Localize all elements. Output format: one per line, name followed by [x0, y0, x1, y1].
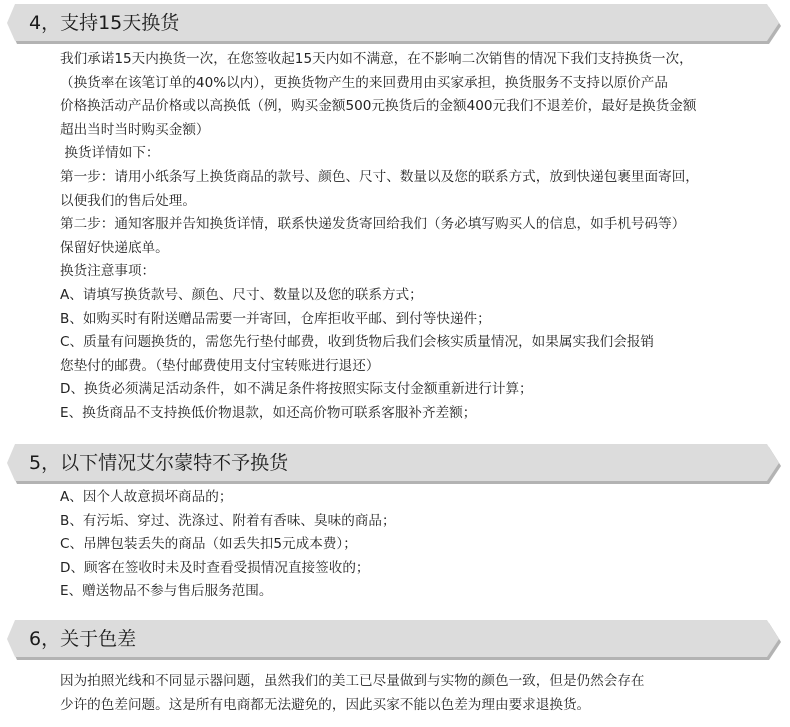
text-line: E、换货商品不支持换低价物退款，如还高价物可联系客服补齐差额； [60, 404, 477, 421]
section-4-banner [7, 4, 783, 44]
text-line: 以便我们的售后处理。 [60, 192, 196, 209]
section-4-body [60, 48, 780, 426]
section-5-banner [7, 444, 783, 484]
section-5-body [60, 486, 780, 604]
text-line: 我们承诺15天内换货一次，在您签收起15天内如不满意，在不影响二次销售的情况下我们支持换货一次， [60, 51, 693, 67]
text-line: A、请填写换货款号、颜色、尺寸、数量以及您的联系方式； [60, 286, 423, 303]
text-line: B、有污垢、穿过、洗涤过、附着有香味、臭味的商品； [60, 512, 396, 529]
text-line: 保留好快递底单。 [60, 239, 169, 256]
text-line: 第一步：请用小纸条写上换货商品的款号、颜色、尺寸、数量以及您的联系方式，放到快递包裹里面寄回， [60, 168, 699, 185]
section-6-body [60, 670, 780, 717]
text-line: C、质量有问题换货的，需您先行垫付邮费，收到货物后我们会核实质量情况，如果属实我们会报销 [60, 334, 655, 351]
text-line: 超出当时当时购买金额） [60, 121, 210, 138]
section-6-banner [7, 620, 783, 660]
text-line: D、换货必须满足活动条件，如不满足条件将按照实际支付金额重新进行计算； [60, 381, 533, 398]
section-4-title: 4，支持15天换货 [29, 12, 180, 34]
text-line: 因为拍照光线和不同显示器问题，虽然我们的美工已尽量做到与实物的颜色一致，但是仍然会存在 [60, 673, 645, 689]
text-line: 价格换活动产品价格或以高换低（例，购买金额500元换货后的金额400元我们不退差价，最好是换货金额 [60, 98, 697, 115]
section-5-title: 5，以下情况艾尔蒙特不予换货 [29, 452, 289, 474]
text-line: （换货率在该笔订单的40%以内），更换货物产生的来回费用由买家承担，换货服务不支持以原价产品 [60, 74, 668, 91]
text-line: 您垫付的邮费。（垫付邮费使用支付宝转账进行退还） [60, 357, 380, 374]
text-line: C、吊牌包装丢失的商品（如丢失扣5元成本费）； [60, 536, 357, 553]
text-line: 换货详情如下： [60, 145, 160, 162]
text-line: D、顾客在签收时未及时查看受损情况直接签收的； [60, 559, 370, 576]
text-line: 少许的色差问题。这是所有电商都无法避免的，因此买家不能以色差为理由要求退换货。 [60, 696, 591, 713]
text-line: A、因个人故意损坏商品的； [60, 489, 233, 505]
text-line: E、赠送物品不参与售后服务范围。 [60, 583, 273, 600]
section-6-title: 6，关于色差 [29, 628, 137, 650]
text-line: 换货注意事项： [60, 263, 156, 280]
text-line: 第二步：通知客服并告知换货详情，联系快递发货寄回给我们（务必填写购买人的信息，如手机号码等） [60, 216, 686, 233]
text-line: B、如购买时有附送赠品需要一并寄回，仓库拒收平邮、到付等快递件； [60, 310, 491, 327]
